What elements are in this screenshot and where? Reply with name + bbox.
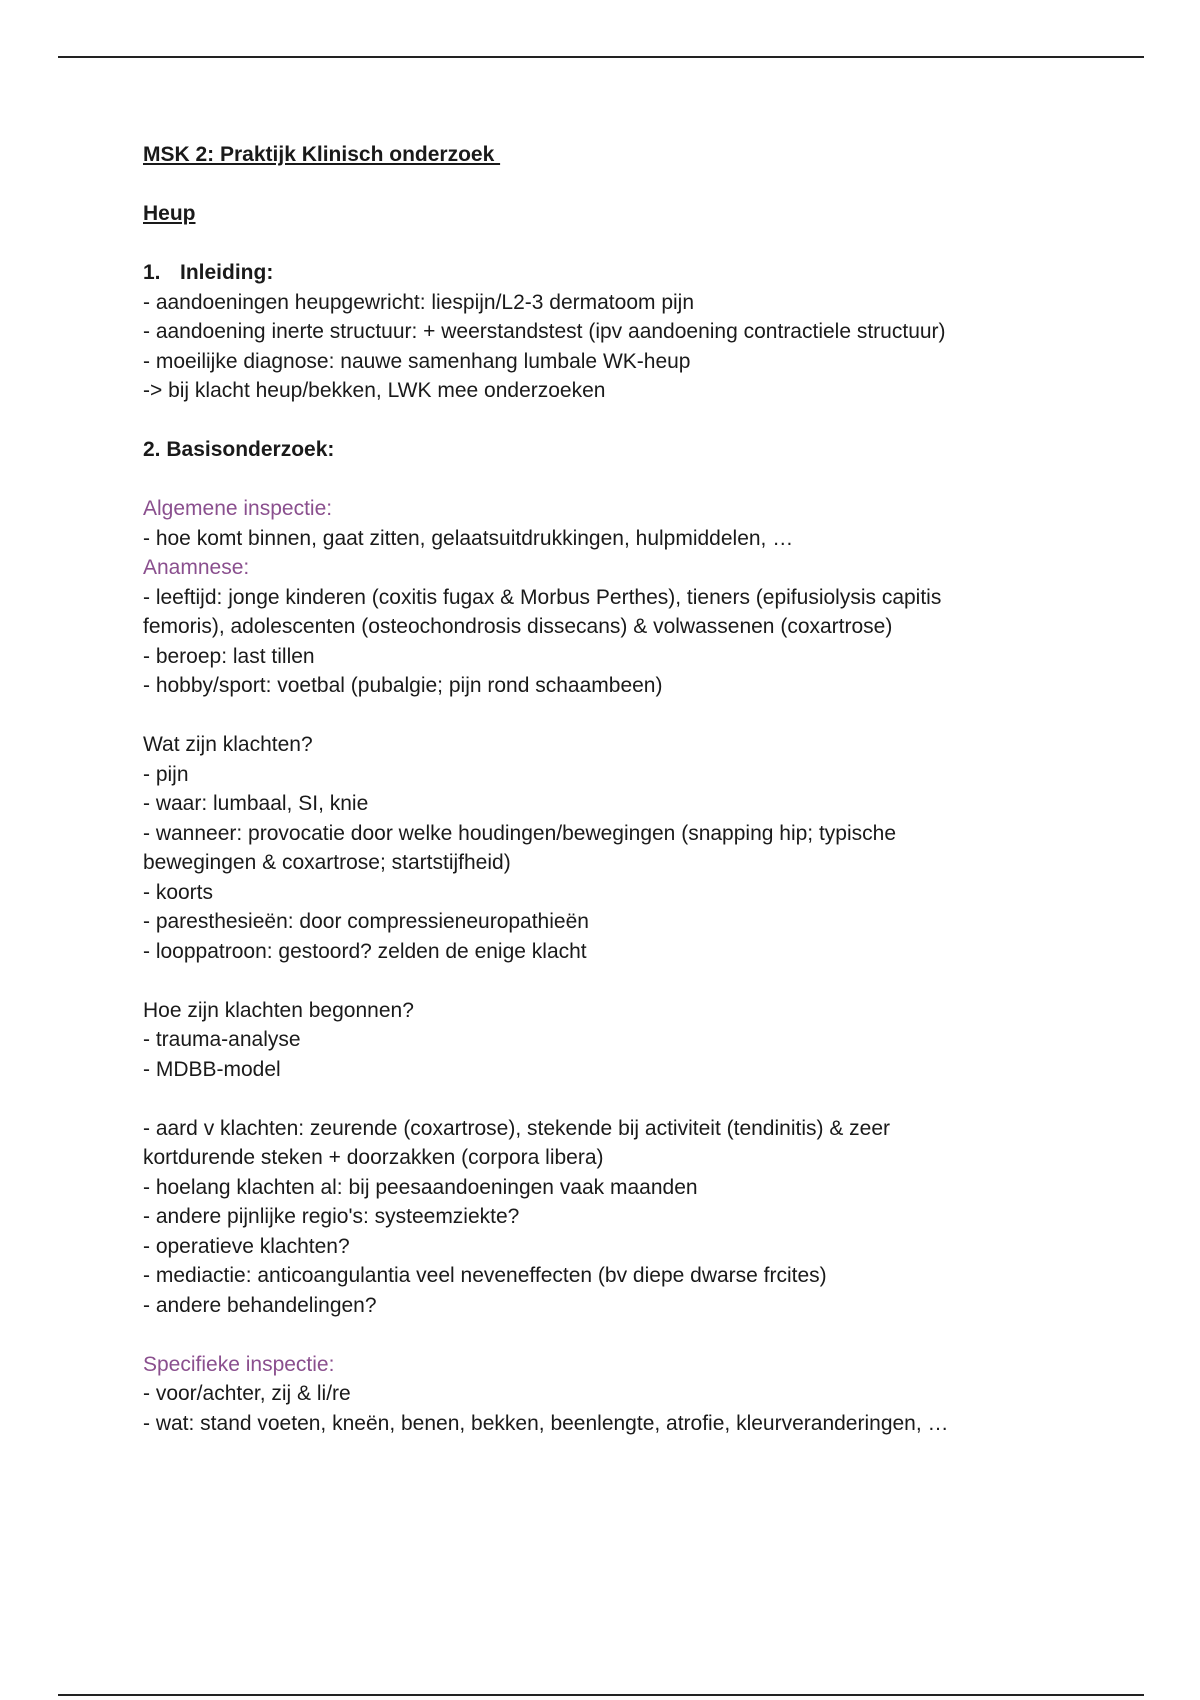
- document-body: [143, 140, 1043, 1438]
- list-item: kortdurende steken + doorzakken (corpora libera): [143, 1146, 604, 1169]
- spacer: [143, 701, 1043, 731]
- list-item: - operatieve klachten?: [143, 1234, 350, 1258]
- anamnese-label: Anamnese:: [143, 556, 250, 579]
- list-item: - hoe komt binnen, gaat zitten, gelaatsuitdrukkingen, hulpmiddelen, …: [143, 526, 794, 550]
- spacer: [143, 1084, 1043, 1114]
- list-item: - trauma-analyse: [143, 1028, 301, 1051]
- list-item: - voor/achter, zij & li/re: [143, 1382, 351, 1405]
- specifieke-inspectie-label: Specifieke inspectie:: [143, 1352, 335, 1376]
- document-title: MSK 2: Praktijk Klinisch onderzoek: [143, 143, 501, 166]
- top-rule: [58, 56, 1144, 58]
- list-item: -> bij klacht heup/bekken, LWK mee onderzoeken: [143, 379, 606, 402]
- list-item: - aandoeningen heupgewricht: liespijn/L2-3 dermatoom pijn: [143, 290, 695, 314]
- spacer: [143, 966, 1043, 996]
- spacer: [143, 1320, 1043, 1350]
- list-item: - paresthesieën: door compressieneuropathieën: [143, 910, 589, 933]
- list-item: - moeilijke diagnose: nauwe samenhang lumbale WK-heup: [143, 349, 691, 373]
- section2-heading: 2. Basisonderzoek:: [143, 438, 335, 461]
- algemene-inspectie-label: Algemene inspectie:: [143, 497, 333, 520]
- list-item: bewegingen & coxartrose; startstijfheid): [143, 851, 511, 874]
- list-item: - waar: lumbaal, SI, knie: [143, 792, 369, 815]
- list-item: - hoelang klachten al: bij peesaandoeningen vaak maanden: [143, 1175, 698, 1199]
- section1-heading: [143, 258, 1043, 288]
- list-item: - andere pijnlijke regio's: systeemziekte?: [143, 1205, 520, 1228]
- section1-number: 1.: [143, 261, 161, 284]
- spacer: [143, 465, 1043, 495]
- list-item: femoris), adolescenten (osteochondrosis dissecans) & volwassenen (coxartrose): [143, 615, 893, 638]
- list-item: - aard v klachten: zeurende (coxartrose), stekende bij activiteit (tendinitis) & zeer: [143, 1116, 891, 1140]
- list-item: - beroep: last tillen: [143, 644, 315, 668]
- list-item: - aandoening inerte structuur: + weerstandstest (ipv aandoening contractiele structuur): [143, 320, 946, 343]
- document-subtitle: Heup: [143, 202, 196, 225]
- list-item: - wat: stand voeten, kneën, benen, bekken, beenlengte, atrofie, kleurveranderingen, …: [143, 1411, 949, 1435]
- list-item: - pijn: [143, 762, 189, 786]
- klachten-question: Wat zijn klachten?: [143, 733, 313, 756]
- bottom-rule: [58, 1694, 1144, 1696]
- begonnen-question: Hoe zijn klachten begonnen?: [143, 998, 414, 1022]
- list-item: - MDBB-model: [143, 1057, 281, 1081]
- list-item: - wanneer: provocatie door welke houdingen/bewegingen (snapping hip; typische: [143, 821, 896, 845]
- section1-heading-text: Inleiding:: [180, 261, 274, 284]
- list-item: - looppatroon: gestoord? zelden de enige klacht: [143, 939, 587, 963]
- list-item: - koorts: [143, 880, 214, 904]
- list-item: - hobby/sport: voetbal (pubalgie; pijn rond schaambeen): [143, 674, 663, 697]
- list-item: - andere behandelingen?: [143, 1293, 377, 1317]
- list-item: - mediactie: anticoangulantia veel neveneffecten (bv diepe dwarse frcites): [143, 1264, 827, 1287]
- spacer: [143, 406, 1043, 436]
- list-item: - leeftijd: jonge kinderen (coxitis fugax & Morbus Perthes), tieners (epifusiolysis capitis: [143, 585, 942, 609]
